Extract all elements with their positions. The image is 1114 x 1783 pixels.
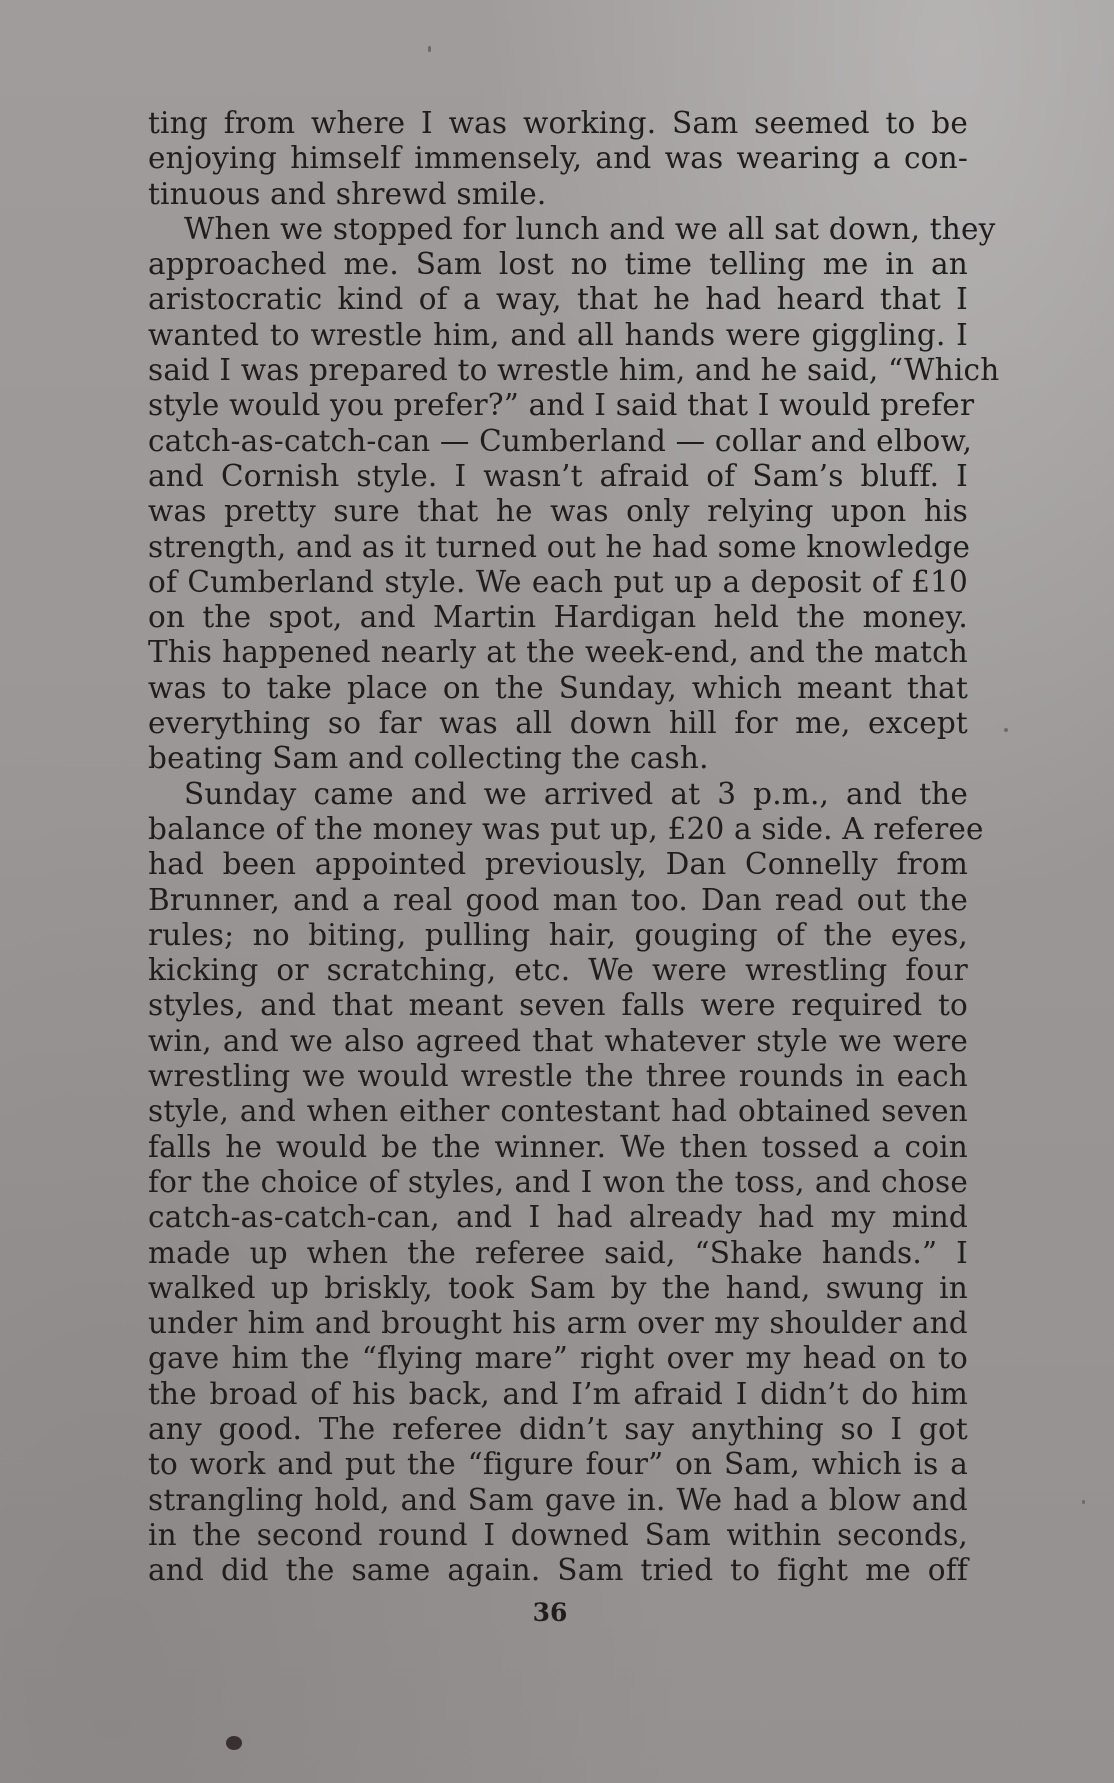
text-line: strangling hold, and Sam gave in. We had a blow and: [148, 1482, 968, 1517]
paper-speck-mark: [1082, 1500, 1085, 1504]
text-line: any good. The referee didn’t say anything so I got: [148, 1411, 968, 1446]
text-line: was to take place on the Sunday, which meant that: [148, 670, 968, 705]
text-line: Brunner, and a real good man too. Dan read out the: [148, 882, 968, 917]
text-line: Sunday came and we arrived at 3 p.m., and the: [184, 776, 968, 811]
page-number: 36: [532, 1598, 568, 1627]
text-line: to work and put the “figure four” on Sam, which is a: [148, 1447, 968, 1482]
text-line: kicking or scratching, etc. We were wrestling four: [148, 953, 968, 988]
text-line: styles, and that meant seven falls were required to: [148, 988, 968, 1023]
text-line: beating Sam and collecting the cash.: [148, 741, 709, 776]
text-line: This happened nearly at the week-end, and the match: [148, 635, 968, 670]
text-line: made up when the referee said, “Shake hands.” I: [148, 1235, 968, 1270]
text-line: rules; no biting, pulling hair, gouging of the eyes,: [148, 917, 968, 952]
ink-blot-mark: [226, 1736, 242, 1750]
text-line: tinuous and shrewd smile.: [148, 176, 547, 211]
text-line: When we stopped for lunch and we all sat down, they: [184, 211, 996, 246]
text-line: catch-as-catch-can — Cumberland — collar and elbow,: [148, 423, 973, 458]
text-line: on the spot, and Martin Hardigan held the money.: [148, 600, 968, 635]
text-line: in the second round I downed Sam within seconds,: [148, 1517, 968, 1552]
paper-speck-mark: [1004, 728, 1008, 732]
text-line: walked up briskly, took Sam by the hand, swung in: [148, 1270, 968, 1305]
text-line: and Cornish style. I wasn’t afraid of Sam’s bluff. I: [148, 458, 968, 493]
text-line: strength, and as it turned out he had some knowledge: [148, 529, 971, 564]
text-line: under him and brought his arm over my shoulder and: [148, 1306, 968, 1341]
text-line: for the choice of styles, and I won the toss, and chose: [148, 1164, 968, 1199]
text-line: and did the same again. Sam tried to fight me off: [148, 1553, 968, 1588]
text-line: everything so far was all down hill for me, except: [148, 706, 968, 741]
text-line: win, and we also agreed that whatever style we were: [148, 1023, 968, 1058]
paper-speck-mark: [428, 46, 431, 52]
text-line: catch-as-catch-can, and I had already had my mind: [148, 1200, 968, 1235]
text-line: style would you prefer?” and I said that I would prefer: [148, 388, 975, 423]
text-line: falls he would be the winner. We then tossed a coin: [148, 1129, 968, 1164]
text-line: ting from where I was working. Sam seemed to be: [148, 106, 968, 140]
text-line: wanted to wrestle him, and all hands were giggling. I: [148, 317, 968, 352]
text-line: of Cumberland style. We each put up a deposit of £10: [148, 564, 968, 599]
text-line: aristocratic kind of a way, that he had heard that I: [148, 282, 968, 317]
text-line: the broad of his back, and I’m afraid I didn’t do him: [148, 1376, 968, 1411]
text-line: gave him the “flying mare” right over my head on to: [148, 1341, 968, 1376]
text-line: balance of the money was put up, £20 a side. A referee: [148, 811, 984, 846]
text-line: had been appointed previously, Dan Connelly from: [148, 847, 968, 882]
text-line: said I was prepared to wrestle him, and he said, “Which: [148, 353, 1000, 388]
text-line: style, and when either contestant had obtained seven: [148, 1094, 968, 1129]
text-line: enjoying himself immensely, and was wearing a con-: [148, 141, 968, 176]
text-line: wrestling we would wrestle the three rounds in each: [148, 1059, 968, 1094]
body-text: [148, 106, 1000, 1588]
text-line: was pretty sure that he was only relying upon his: [148, 494, 968, 529]
text-line: approached me. Sam lost no time telling me in an: [148, 247, 968, 282]
